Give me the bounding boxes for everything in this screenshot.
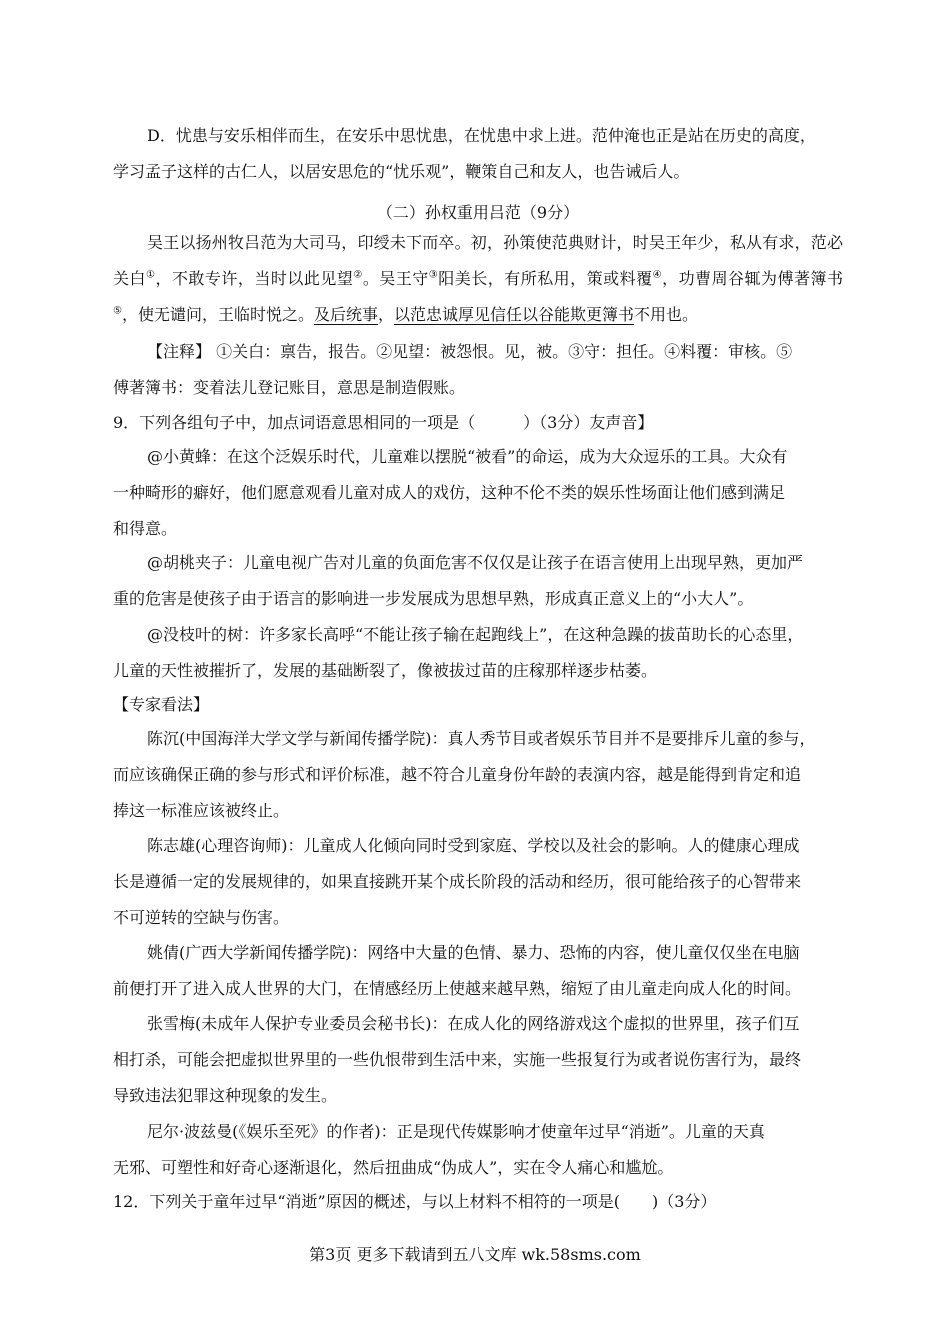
- passage-text: ，: [378, 305, 395, 324]
- comment-line: 和得意。: [113, 519, 178, 538]
- passage-text: 不用也。: [634, 305, 699, 324]
- notes-line1: 【注释】 ①关白：禀告，报告。②见望：被怨恨。见，被。③守：担任。④料覆：审核。⑤: [147, 342, 793, 361]
- underlined-phrase: 以范忠诚厚见信任以谷能欺更簿书: [394, 305, 635, 324]
- passage-text: 吴王以扬州牧吕范为大司马，印绶未下而卒。初，孙策使范典财计，时吴王年少，私从有求，范必关白: [113, 233, 843, 288]
- page-footer: 第3页 更多下载请到五八文库 wk.58sms.com: [309, 1245, 641, 1264]
- expert-line: 而应该确保正确的参与形式和评价标准，越不符合儿童身份年龄的表演内容，越是能得到肯定和追: [113, 765, 802, 784]
- question-9: 9．下列各组句子中，加点词语意思相同的一项是（ ）（3分）友声音】: [113, 413, 654, 432]
- expert-line: 相打杀，可能会把虚拟世界里的一些仇恨带到生活中来，实施一些报复行为或者说伤害行为，最终: [113, 1050, 802, 1069]
- option-d: [113, 118, 843, 190]
- expert-line: 无邪、可塑性和好奇心逐渐退化，然后扭曲成“伪成人”，实在令人痛心和尴尬。: [113, 1158, 674, 1177]
- passage-text: 。吴王守: [362, 269, 429, 288]
- expert-1: [113, 721, 843, 829]
- comment-line: 一种畸形的癖好，他们愿意观看儿童对成人的戏仿，这种不伦不类的娱乐性场面让他们感到满足: [113, 483, 786, 502]
- section-title: （二）孙权重用吕范（9分）: [376, 203, 580, 222]
- expert-2: [113, 828, 843, 936]
- passage-text: ，不敢专许，当时以此见望: [155, 269, 354, 288]
- passage-text: 阳美长，有所私用，策或料覆: [438, 269, 653, 288]
- notes-line2: 傅著簿书：变着法儿登记账目，意思是制造假账。: [113, 378, 466, 397]
- comment-1: [113, 439, 843, 547]
- expert-line: 导致违法犯罪这种现象的发生。: [113, 1086, 338, 1105]
- expert-3: [113, 935, 843, 1007]
- notes: [113, 334, 843, 406]
- comment-line: @没枝叶的树：许多家长高呼“不能让孩子输在起跑线上”，在这种急躁的拔苗助长的心态里，: [147, 625, 804, 644]
- expert-line: 前便打开了进入成人世界的大门，在情感经历上使越来越早熟，缩短了由儿童走向成人化的时间。: [113, 979, 802, 998]
- footnote-mark: ⑤: [113, 305, 122, 317]
- expert-line: 尼尔·波兹曼(《娱乐至死》的作者)：正是现代传媒影响才使童年过早“消逝”。儿童的天真: [147, 1122, 765, 1141]
- footnote-mark: ③: [428, 269, 439, 281]
- underlined-phrase: 及后统事: [313, 305, 378, 324]
- question-12: 12．下列关于童年过早“消逝”原因的概述，与以上材料不相符的一项是( )（3分）: [113, 1192, 717, 1211]
- footnote-mark: ②: [353, 269, 363, 281]
- expert-line: 长是遵循一定的发展规律的，如果直接跳开某个成长阶段的活动和经历，很可能给孩子的心智带来: [113, 872, 802, 891]
- comment-2: [113, 545, 843, 617]
- expert-line: 陈志雄(心理咨询师)：儿童成人化倾向同时受到家庭、学校以及社会的影响。人的健康心理成: [147, 836, 800, 855]
- comment-line: 儿童的天性被摧折了，发展的基础断裂了，像被拔过苗的庄稼那样逐步枯萎。: [113, 661, 658, 680]
- expert-line: 陈沉(中国海洋大学文学与新闻传播学院)：真人秀节目或者娱乐节目并不是要排斥儿童的参与，: [147, 729, 816, 748]
- expert-5: [113, 1114, 843, 1186]
- footnote-mark: ④: [652, 269, 663, 281]
- expert-line: 捧这一标准应该被终止。: [113, 801, 290, 820]
- comment-line: 重的危害是使孩子由于语言的影响进一步发展成为思想早熟，形成真正意义上的“小大人”。: [113, 589, 754, 608]
- experts-heading: 【专家看法】: [113, 695, 210, 714]
- expert-4: [113, 1006, 843, 1114]
- comment-line: @胡桃夹子：儿童电视广告对儿童的负面危害不仅仅是让孩子在语言使用上出现早熟，更加严: [147, 553, 804, 572]
- expert-line: 姚倩(广西大学新闻传播学院)：网络中大量的色情、暴力、恐怖的内容，使儿童仅仅坐在电脑: [147, 943, 800, 962]
- expert-line: 张雪梅(未成年人保护专业委员会秘书长)：在成人化的网络游戏这个虚拟的世界里，孩子们互: [147, 1014, 800, 1033]
- comment-3: [113, 617, 843, 689]
- footnote-mark: ①: [145, 269, 156, 281]
- comment-line: @小黄蜂：在这个泛娱乐时代，儿童难以摆脱“被看”的命运，成为大众逗乐的工具。大众有: [147, 447, 788, 466]
- option-d-line1: D．忧患与安乐相伴而生，在安乐中思忧患，在忧患中求上进。范仲淹也正是站在历史的高度，: [147, 126, 816, 145]
- passage-text: ，功曹周谷辄为傅著簿书: [662, 269, 843, 288]
- classical-passage: [113, 225, 843, 333]
- passage-text: ，使无谴问，王临时悦之。: [121, 305, 314, 324]
- expert-line: 不可逆转的空缺与伤害。: [113, 908, 290, 927]
- option-d-line2: 学习孟子这样的古仁人，以居安思危的“忧乐观”，鞭策自己和友人，也告诫后人。: [113, 162, 690, 181]
